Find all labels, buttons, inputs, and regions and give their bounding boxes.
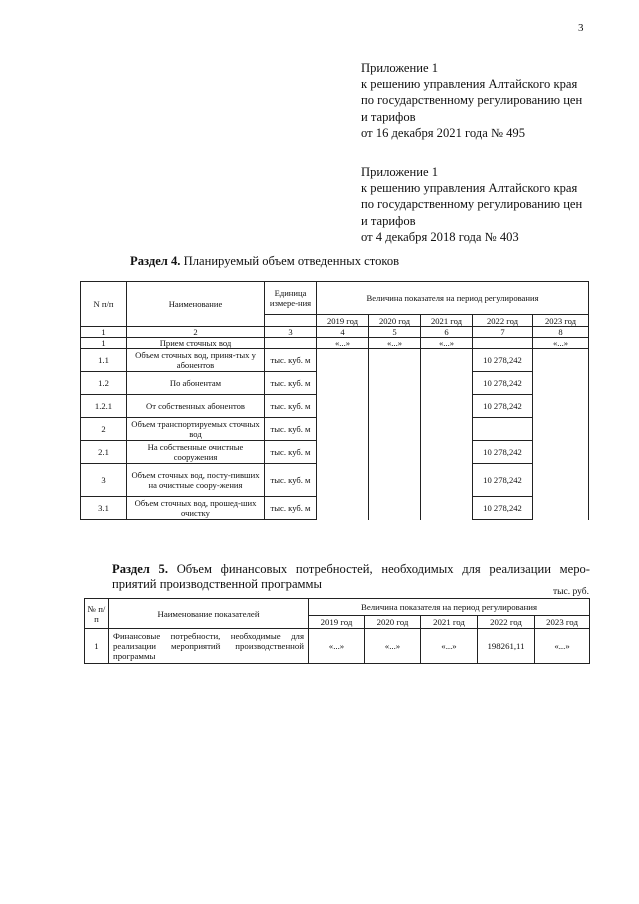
unit-note: тыс. руб. bbox=[553, 587, 589, 597]
appendix-line: Приложение 1 bbox=[361, 61, 439, 75]
row-value-2020: «...» bbox=[369, 338, 421, 349]
row-unit: тыс. куб. м bbox=[265, 395, 317, 418]
row-unit: тыс. куб. м bbox=[265, 372, 317, 395]
header-year: 2019 год bbox=[317, 315, 369, 327]
section4-heading bbox=[130, 254, 399, 269]
row-unit: тыс. куб. м bbox=[265, 464, 317, 497]
section5-heading bbox=[112, 562, 590, 592]
header-num: N п/п bbox=[81, 282, 127, 327]
table-row bbox=[81, 349, 589, 372]
section5-label: Раздел 5. bbox=[112, 562, 168, 576]
appendix-current bbox=[361, 60, 582, 141]
header-name: Наименование показателей bbox=[109, 599, 309, 629]
row-value-2021: «...» bbox=[421, 338, 473, 349]
row-name: От собственных абонентов bbox=[127, 395, 265, 418]
appendix-line: от 16 декабря 2021 года № 495 bbox=[361, 125, 526, 140]
section4-table bbox=[80, 281, 589, 520]
empty-cell bbox=[317, 349, 369, 520]
table-row bbox=[81, 338, 589, 349]
row-name: Объем сточных вод, посту-пивших на очистные соору-жения bbox=[127, 464, 265, 497]
row-num: 1 bbox=[85, 629, 109, 664]
section5-title-line2: приятий производственной программы bbox=[112, 577, 322, 591]
header-unit-blank bbox=[265, 315, 317, 327]
header-year: 2023 год bbox=[533, 315, 589, 327]
header-year: 2020 год bbox=[365, 616, 421, 629]
header-period: Величина показателя на период регулирования bbox=[317, 282, 589, 315]
section4-label: Раздел 4. bbox=[130, 254, 181, 268]
appendix-line: от 4 декабря 2018 года № 403 bbox=[361, 229, 519, 244]
section5-title-line1: Объем финансовых потребностей, необходимых для реализации меро- bbox=[176, 562, 590, 576]
page-number: 3 bbox=[578, 22, 584, 34]
col-number: 5 bbox=[369, 327, 421, 338]
col-number: 7 bbox=[473, 327, 533, 338]
appendix-line: по государственному регулированию цен bbox=[361, 93, 583, 108]
row-value-2022: 10 278,242 bbox=[473, 395, 533, 418]
table-row bbox=[85, 629, 590, 664]
col-number: 4 bbox=[317, 327, 369, 338]
row-name: По абонентам bbox=[127, 372, 265, 395]
col-number: 1 bbox=[81, 327, 127, 338]
col-number: 3 bbox=[265, 327, 317, 338]
header-year: 2021 год bbox=[421, 616, 478, 629]
header-year: 2020 год bbox=[369, 315, 421, 327]
appendix-previous bbox=[361, 164, 582, 245]
row-num: 1.1 bbox=[81, 349, 127, 372]
row-unit: тыс. куб. м bbox=[265, 349, 317, 372]
header-period: Величина показателя на период регулирования bbox=[309, 599, 590, 616]
row-unit: тыс. куб. м bbox=[265, 418, 317, 441]
header-year: 2021 год bbox=[421, 315, 473, 327]
header-num: № п/п bbox=[85, 599, 109, 629]
row-value-2020: «...» bbox=[365, 629, 421, 664]
col-number: 8 bbox=[533, 327, 589, 338]
row-value-2019: «...» bbox=[309, 629, 365, 664]
appendix-line: и тарифов bbox=[361, 109, 416, 124]
row-value-2022: 198261,11 bbox=[478, 629, 535, 664]
row-num: 2 bbox=[81, 418, 127, 441]
row-name: На собственные очистные сооружения bbox=[127, 441, 265, 464]
appendix-line: к решению управления Алтайского края bbox=[361, 77, 578, 92]
row-num: 1 bbox=[81, 338, 127, 349]
col-number: 2 bbox=[127, 327, 265, 338]
row-value-2023: «...» bbox=[533, 338, 589, 349]
appendix-line: по государственному регулированию цен bbox=[361, 197, 583, 212]
row-value-2022: 10 278,242 bbox=[473, 441, 533, 464]
row-num: 3.1 bbox=[81, 497, 127, 520]
section4-title: Планируемый объем отведенных стоков bbox=[183, 254, 400, 268]
row-value-2022: 10 278,242 bbox=[473, 349, 533, 372]
row-value-2023: «...» bbox=[535, 629, 590, 664]
row-name: Объем сточных вод, приня-тых у абонентов bbox=[127, 349, 265, 372]
row-name: Объем сточных вод, прошед-ших очистку bbox=[127, 497, 265, 520]
header-year: 2019 год bbox=[309, 616, 365, 629]
row-unit bbox=[265, 338, 317, 349]
row-num: 1.2.1 bbox=[81, 395, 127, 418]
empty-cell bbox=[369, 349, 421, 520]
row-value-2022 bbox=[473, 338, 533, 349]
row-name: Объем транспортируемых сточных вод bbox=[127, 418, 265, 441]
row-value-2019: «...» bbox=[317, 338, 369, 349]
row-unit: тыс. куб. м bbox=[265, 441, 317, 464]
row-unit: тыс. куб. м bbox=[265, 497, 317, 520]
col-number: 6 bbox=[421, 327, 473, 338]
appendix-line: к решению управления Алтайского края bbox=[361, 181, 578, 196]
row-name: Финансовые потребности, необходимые для реализации мероприятий производственной программы bbox=[109, 629, 309, 664]
row-num: 3 bbox=[81, 464, 127, 497]
header-year: 2022 год bbox=[478, 616, 535, 629]
appendix-line: Приложение 1 bbox=[361, 165, 439, 179]
appendix-line: и тарифов bbox=[361, 213, 416, 228]
header-year: 2023 год bbox=[535, 616, 590, 629]
row-num: 2.1 bbox=[81, 441, 127, 464]
row-value-2022 bbox=[473, 418, 533, 441]
header-unit: Единица измере-ния bbox=[265, 282, 317, 315]
row-value-2022: 10 278,242 bbox=[473, 464, 533, 497]
header-name: Наименование bbox=[127, 282, 265, 327]
empty-cell bbox=[533, 349, 589, 520]
row-num: 1.2 bbox=[81, 372, 127, 395]
section5-table bbox=[84, 598, 590, 664]
row-value-2021: «...» bbox=[421, 629, 478, 664]
row-name: Прием сточных вод bbox=[127, 338, 265, 349]
row-value-2022: 10 278,242 bbox=[473, 497, 533, 520]
header-year: 2022 год bbox=[473, 315, 533, 327]
row-value-2022: 10 278,242 bbox=[473, 372, 533, 395]
empty-cell bbox=[421, 349, 473, 520]
